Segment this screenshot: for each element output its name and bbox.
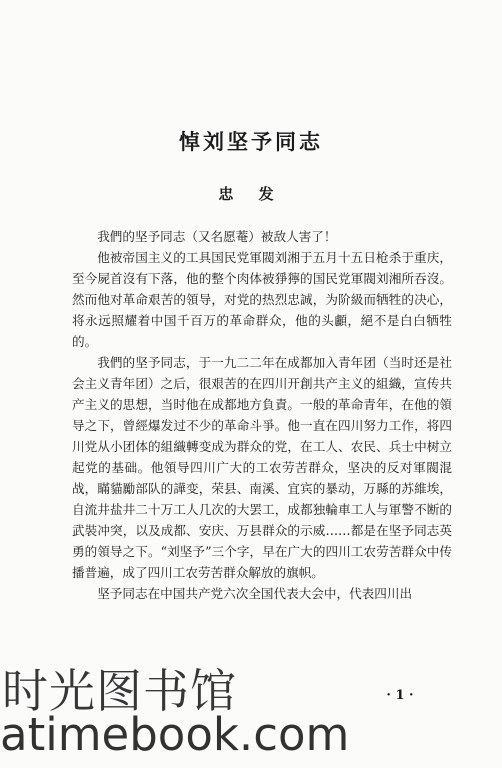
article-body — [72, 226, 452, 604]
watermark-site-name: 时光图书馆 — [2, 664, 237, 718]
article-title: 悼刘坚予同志 — [179, 129, 323, 154]
paragraph: 我們的坚予同志（又名愿菴）被敌人害了！ — [97, 229, 337, 244]
paragraph: 我們的坚予同志，于一九二二年在成都加入青年团（当时还是社会主义青年团）之后，很艰苦的在四川开創共产主义的組織，宣传共产主义的思想，当时他在成都地方負責。一般的革命青年，在他的領导之下，曾經爆发过不少的革命斗爭。他一直在四川努力工作，将四川党从小团体的組織轉变成为群众的党，在工人、农民、兵士中树立起党的基础。他領导四川广大的工农劳苦群众，坚决的反对軍閥混战，瞞貓勵部队的譁变，荣县、南溪、宜宾的暴动，万縣的苏維埃，自流井盐井二十万工人几次的大罢工，成都独輪車工人与軍警不断的武裝冲突，以及成都、安庆、万县群众的示威……都是在坚予同志英勇的領导之下。“刘坚予”三个字，早在广大的四川工农劳苦群众中传播普遍，成了四川工农劳苦群众解放的旗帜。 — [72, 355, 452, 580]
paragraph: 坚予同志在中国共产党六次全国代表大会中，代表四川出 — [97, 586, 413, 601]
watermark-site-url: atimebook.com — [0, 708, 350, 761]
paragraph: 他被帝国主义的工具国民党軍閥刘湘于五月十五日枪杀于重庆，至今屍首沒有下落，他的整个肉体被猙獰的国民党軍閥刘湘所吞沒。然而他对革命艰苦的領导，对党的热烈忠誠，为阶級而牺牲的决心，将永远照耀着中国千百万的革命群众，他的头顱，絕不是白白牺牲的。 — [72, 250, 452, 349]
article-author: 忠 发 — [218, 185, 284, 203]
page-number: · 1 · — [386, 688, 414, 703]
